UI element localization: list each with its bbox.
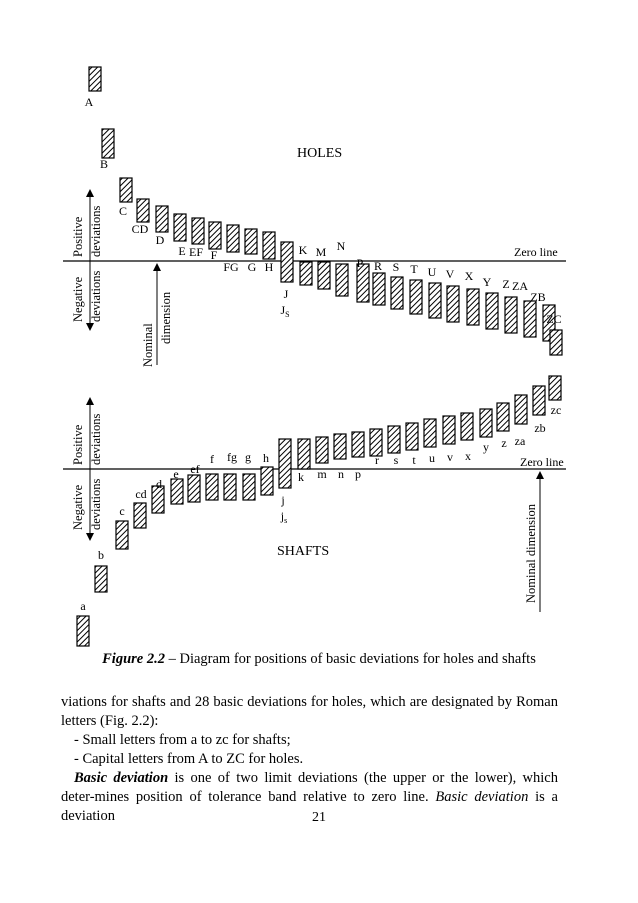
shaft-band-g (243, 474, 255, 500)
shaft-label-cd: cd (135, 487, 147, 501)
shaft-label-v: v (447, 450, 453, 464)
hole-label-y: Y (482, 275, 492, 289)
shafts-negative-deviations-label: deviations (89, 478, 103, 530)
hole-label-j: J (283, 287, 289, 301)
hole-band-f (209, 222, 221, 249)
shaft-band-x (461, 413, 473, 440)
hole-label-t: T (410, 262, 418, 276)
shaft-label-zc: zc (550, 403, 562, 417)
hole-band-s (391, 277, 403, 309)
shaft-label-j: j (281, 493, 285, 507)
hole-label-d: D (155, 233, 165, 247)
hole-band-z (505, 297, 517, 333)
holes-positive-deviations-label: deviations (89, 205, 103, 257)
hole-label-u: U (427, 265, 437, 279)
hole-band-g (245, 229, 257, 254)
shaft-label-ef: ef (190, 462, 200, 476)
hole-label-x: X (464, 269, 474, 283)
figure-caption (0, 651, 638, 668)
holes-zero-line-label: Zero line (514, 245, 558, 259)
paragraph-1: viations for shafts and 28 basic deviations for holes, which are designated by Roman letters (Fig. 2.2): (61, 694, 558, 729)
hole-band-zc (550, 330, 562, 355)
shaft-label-r: r (375, 453, 379, 467)
shaft-band-r (370, 429, 382, 456)
shaft-label-b: b (98, 548, 104, 562)
list-item-holes: - Capital letters from A to ZC for holes. (74, 751, 304, 767)
hole-band-d (156, 206, 168, 232)
shaft-label-p: p (355, 467, 361, 481)
shaft-band-zc (549, 376, 561, 400)
hole-label-n: N (336, 239, 346, 253)
shaft-label-n: n (338, 467, 344, 481)
shaft-band-m (316, 437, 328, 463)
hole-band-x (467, 289, 479, 325)
shaft-band-v (443, 416, 455, 444)
shaft-band-j (279, 439, 291, 488)
hole-label-zc: ZC (546, 312, 562, 326)
hole-band-ef (192, 218, 204, 244)
holes-title: HOLES (297, 146, 343, 161)
shaft-label-a: a (80, 599, 86, 613)
shaft-label-c: c (119, 504, 125, 518)
shaft-label-fg: fg (227, 450, 237, 464)
hole-label-v: V (445, 267, 455, 281)
hole-label-ef: EF (188, 245, 204, 259)
hole-band-k (300, 262, 312, 285)
shafts-tolerance-bands (77, 376, 561, 646)
shaft-band-p (352, 432, 364, 457)
hole-label-b: B (99, 157, 109, 171)
term-basic-deviation: Basic deviation (74, 770, 169, 786)
shaft-band-y (480, 409, 492, 437)
hole-label-e: E (178, 244, 186, 258)
hole-band-m (318, 262, 330, 289)
shaft-label-e: e (173, 467, 179, 481)
shaft-band-e (171, 479, 183, 504)
shaft-label-m: m (317, 467, 327, 481)
hole-band-c (120, 178, 132, 202)
hole-band-r (373, 273, 385, 305)
body-text (61, 693, 558, 826)
shafts-negative-label: Negative (71, 484, 85, 530)
figure-reference: Figure 2.2 (102, 651, 165, 667)
shaft-band-cd (134, 503, 146, 528)
hole-label-s: S (392, 260, 400, 274)
shaft-label-y: y (483, 440, 489, 454)
shaft-band-z (497, 403, 509, 431)
shafts-positive-label: Positive (71, 424, 85, 465)
shafts-positive-deviations-label: deviations (89, 413, 103, 465)
definition-text: is one of two limit deviations (the upper or the lower), which deter-mines position of tolerance band relative to zero line. (61, 770, 558, 805)
shaft-band-h (261, 467, 273, 495)
shaft-label-k: k (298, 470, 304, 484)
shaft-label-js: $j_s$ (280, 509, 288, 525)
hole-label-h: H (264, 260, 274, 274)
hole-label-cd: CD (131, 222, 149, 236)
hole-band-fg (227, 225, 239, 252)
shaft-band-t (406, 423, 418, 450)
hole-label-p: P (356, 256, 364, 270)
hole-band-e (174, 214, 186, 241)
hole-label-m: M (315, 245, 327, 259)
hole-label-z: Z (502, 277, 510, 291)
shaft-label-za: za (514, 434, 526, 448)
hole-band-n (336, 264, 348, 296)
hole-label-c: C (118, 204, 128, 218)
hole-band-a (89, 67, 101, 91)
shaft-band-a (77, 616, 89, 646)
hole-label-zb: ZB (530, 290, 546, 304)
hole-band-b (102, 129, 114, 158)
hole-label-a: A (84, 95, 94, 109)
hole-label-r: R (373, 259, 383, 273)
definition-continued: is a deviation (61, 789, 558, 824)
shaft-label-h: h (263, 451, 269, 465)
hole-band-u (429, 283, 441, 318)
shaft-band-n (334, 434, 346, 459)
shaft-band-k (298, 439, 310, 469)
hole-band-t (410, 280, 422, 314)
page-number: 21 (312, 810, 326, 825)
hole-label-f: F (210, 248, 218, 262)
hole-label-za: ZA (512, 279, 528, 293)
hole-band-h (263, 232, 275, 259)
list-item-shafts: - Small letters from a to zc for shafts; (74, 732, 291, 748)
shafts-title: SHAFTS (277, 544, 330, 559)
shaft-band-zb (533, 386, 545, 415)
hole-band-za (524, 301, 536, 337)
hole-band-j (281, 242, 293, 282)
hole-band-y (486, 293, 498, 329)
hole-band-cd (137, 199, 149, 222)
hole-label-g: G (247, 260, 257, 274)
shaft-band-f (206, 474, 218, 500)
shaft-band-fg (224, 474, 236, 500)
shaft-label-s: s (393, 453, 399, 467)
term-basic-deviation-2: Basic deviation (435, 789, 529, 805)
shafts-zero-line-label: Zero line (520, 455, 564, 469)
shaft-label-zb: zb (534, 421, 546, 435)
holes-negative-deviations-label: deviations (89, 270, 103, 322)
hole-band-v (447, 286, 459, 322)
shaft-label-t: t (412, 453, 416, 467)
shaft-label-d: d (156, 477, 162, 491)
hole-label-k: K (298, 243, 308, 257)
shaft-band-za (515, 395, 527, 424)
shaft-label-u: u (429, 451, 435, 465)
holes-negative-label: Negative (71, 276, 85, 322)
shaft-label-f: f (210, 452, 214, 466)
hole-label-fg: FG (223, 260, 239, 274)
shafts-nominal-dimension-label: Nominal dimension (524, 504, 538, 603)
shaft-band-s (388, 426, 400, 453)
shaft-band-u (424, 419, 436, 447)
holes-nominal-label: Nominal (141, 323, 155, 367)
holes-dimension-label: dimension (159, 291, 173, 344)
shaft-label-g: g (245, 450, 251, 464)
shaft-band-b (95, 566, 107, 592)
hole-label-js: $J_S$ (280, 303, 290, 319)
figure-caption-text: – Diagram for positions of basic deviations for holes and shafts (164, 651, 536, 667)
shaft-band-ef (188, 475, 200, 502)
shaft-label-z: z (501, 436, 507, 450)
holes-positive-label: Positive (71, 216, 85, 257)
shaft-band-c (116, 521, 128, 549)
shaft-label-x: x (465, 449, 471, 463)
